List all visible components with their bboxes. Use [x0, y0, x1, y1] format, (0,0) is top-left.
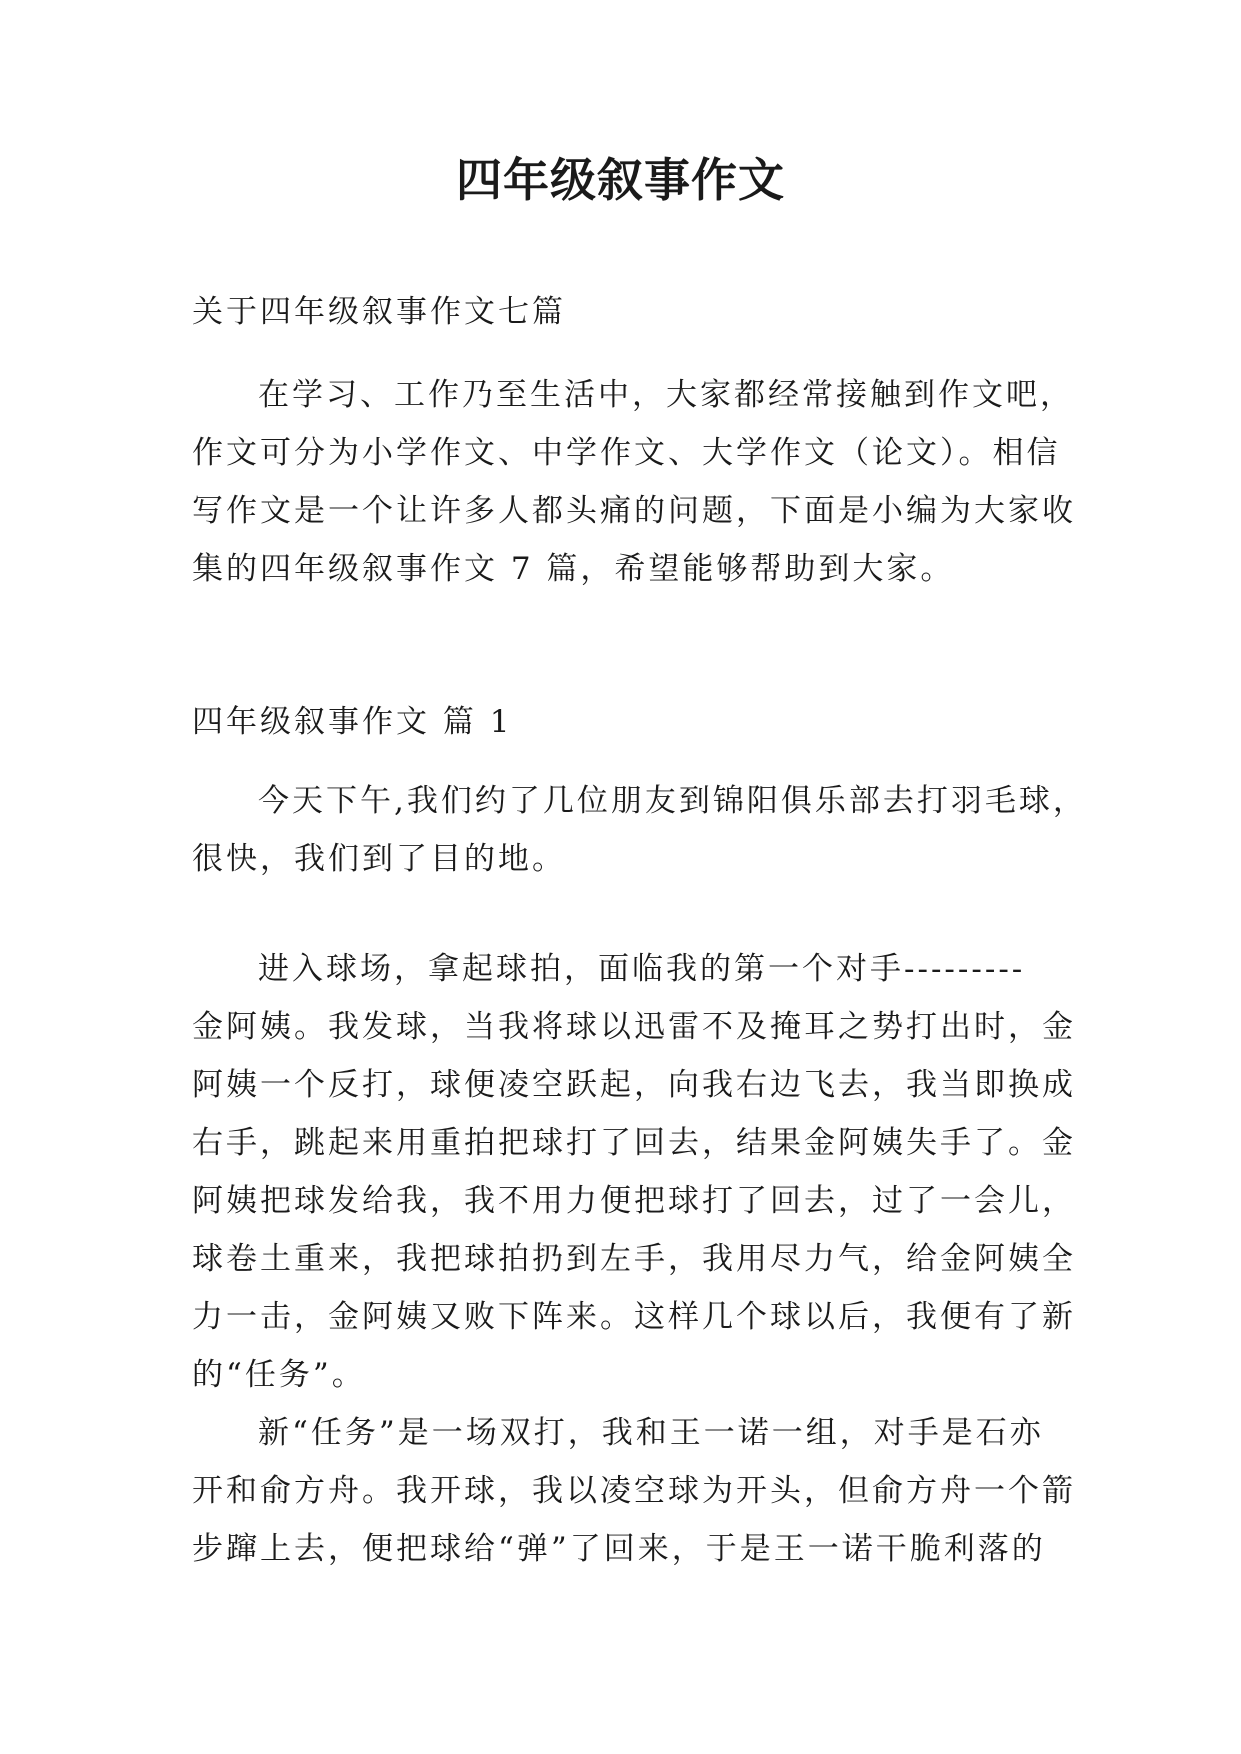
paragraph-line: 新“任务”是一场双打，我和王一诺一组，对手是石亦: [258, 1415, 1044, 1451]
document-subtitle: 关于四年级叙事作文七篇: [192, 294, 566, 330]
paragraph-line: 阿姨把球发给我，我不用力便把球打了回去，过了一会儿，: [192, 1183, 1076, 1219]
paragraph-line: 进入球场，拿起球拍，面临我的第一个对手---------: [258, 951, 1026, 987]
intro-line: 作文可分为小学作文、中学作文、大学作文（论文）。相信: [192, 435, 1061, 471]
paragraph-line: 开和俞方舟。我开球，我以凌空球为开头，但俞方舟一个箭: [192, 1473, 1076, 1509]
paragraph-line: 很快，我们到了目的地。: [192, 841, 566, 877]
paragraph-2: [192, 940, 1076, 1404]
paragraph-line: 力一击，金阿姨又败下阵来。这样几个球以后，我便有了新: [192, 1299, 1076, 1335]
paragraph-line: 步蹿上去，便把球给“弹”了回来，于是王一诺干脆利落的: [192, 1531, 1046, 1567]
paragraph-line: 今天下午,我们约了几位朋友到锦阳俱乐部去打羽毛球，: [258, 783, 1087, 819]
intro-line: 在学习、工作乃至生活中，大家都经常接触到作文吧，: [258, 377, 1074, 413]
paragraph-line: 阿姨一个反打，球便凌空跃起，向我右边飞去，我当即换成: [192, 1067, 1076, 1103]
intro-line: 集的四年级叙事作文 7 篇，希望能够帮助到大家。: [192, 551, 955, 587]
document-title: 四年级叙事作文: [456, 153, 785, 207]
paragraph-line: 金阿姨。我发球，当我将球以迅雷不及掩耳之势打出时，金: [192, 1009, 1076, 1045]
intro-line: 写作文是一个让许多人都头痛的问题，下面是小编为大家收: [192, 493, 1076, 529]
paragraph-3: [192, 1404, 1076, 1578]
paragraph-line: 的“任务”。: [192, 1357, 366, 1393]
intro-paragraph: [192, 366, 1076, 598]
paragraph-1: [192, 772, 1087, 888]
section-heading: 四年级叙事作文 篇 1: [192, 704, 513, 740]
paragraph-line: 右手，跳起来用重拍把球打了回去，结果金阿姨失手了。金: [192, 1125, 1076, 1161]
paragraph-line: 球卷土重来，我把球拍扔到左手，我用尽力气，给金阿姨全: [192, 1241, 1076, 1277]
